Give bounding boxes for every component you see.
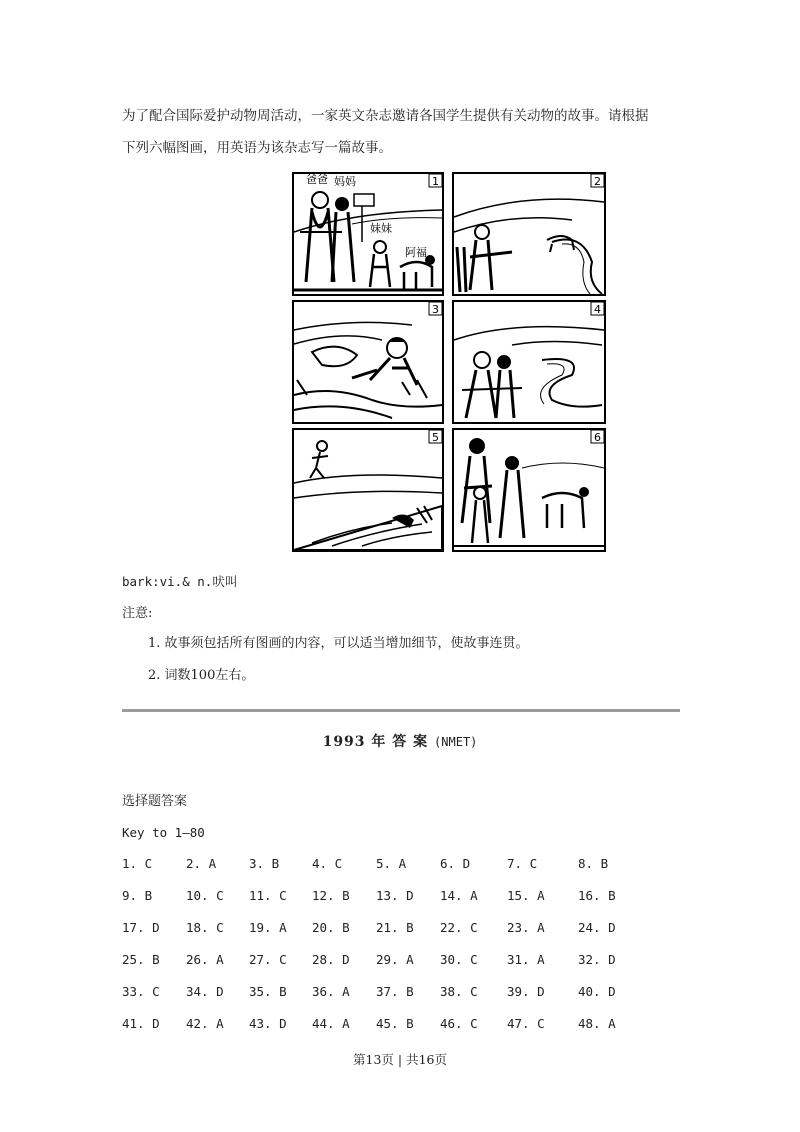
page-footer: 第13页 | 共16页 [353,1052,447,1067]
answer-cell: 5. A [376,856,407,871]
answer-cell: 26. A [186,952,224,967]
answer-cell: 32. D [578,952,616,967]
answer-cell: 25. B [122,952,160,967]
answer-cell: 14. A [440,888,478,903]
answer-cell: 23. A [507,920,545,935]
answer-cell: 21. B [376,920,414,935]
answer-grid [122,856,682,1048]
answer-cell: 30. C [440,952,478,967]
intro-line-1: 为了配合国际爱护动物周活动，一家英文杂志邀请各国学生提供有关动物的故事。请根据 [122,108,649,124]
answer-cell: 19. A [249,920,287,935]
answer-cell: 43. D [249,1016,287,1031]
answer-cell: 11. C [249,888,287,903]
answer-cell: 36. A [312,984,350,999]
answer-cell: 27. C [249,952,287,967]
vocab-meaning: 吠叫 [212,574,238,589]
answers-title-main: 1993 年 答 案 [322,734,429,750]
note-item-1: 1. 故事须包括所有图画的内容，可以适当增加细节，使故事连贯。 [148,636,529,651]
answer-cell: 47. C [507,1016,545,1031]
intro-paragraph [122,100,682,164]
panel-number: 4 [594,303,601,316]
intro-line-2: 下列六幅图画，用英语为该杂志写一篇故事。 [122,140,392,156]
comic-panel-4 [453,301,605,423]
panel-number: 3 [432,303,439,316]
answer-cell: 1. C [122,856,153,871]
answer-cell: 18. C [186,920,224,935]
answer-cell: 4. C [312,856,343,871]
answer-cell: 38. C [440,984,478,999]
answer-cell: 34. D [186,984,224,999]
panel-number: 2 [594,175,601,188]
answer-cell: 15. A [507,888,545,903]
panel-number: 5 [432,431,439,444]
answer-row [122,856,682,888]
answers-title [0,731,800,751]
answer-cell: 44. A [312,1016,350,1031]
answer-cell: 40. D [578,984,616,999]
answers-title-sub: (NMET) [434,735,478,749]
answer-cell: 12. B [312,888,350,903]
label-sister: 妹妹 [370,222,392,235]
answer-cell: 16. B [578,888,616,903]
answer-cell: 37. B [376,984,414,999]
answer-cell: 45. B [376,1016,414,1031]
answer-cell: 31. A [507,952,545,967]
answer-cell: 42. A [186,1016,224,1031]
label-dog: 阿福 [405,246,427,259]
answer-cell: 46. C [440,1016,478,1031]
answer-row [122,920,682,952]
answer-cell: 6. D [440,856,471,871]
answer-row [122,888,682,920]
answer-cell: 28. D [312,952,350,967]
answer-cell: 3. B [249,856,280,871]
answer-cell: 20. B [312,920,350,935]
answer-cell: 13. D [376,888,414,903]
comic-strip-illustration [292,172,610,552]
answer-cell: 17. D [122,920,160,935]
answer-cell: 48. A [578,1016,616,1031]
panel-number: 6 [594,431,601,444]
key-label: Key to 1—80 [122,825,205,840]
answer-cell: 8. B [578,856,609,871]
panel-number: 1 [432,175,439,188]
comic-panel-1 [293,173,443,295]
answer-cell: 22. C [440,920,478,935]
section-divider [122,709,680,712]
answer-row [122,984,682,1016]
notes-heading: 注意: [122,606,153,621]
answer-cell: 41. D [122,1016,160,1031]
comic-panel-2 [453,173,605,295]
answer-cell: 29. A [376,952,414,967]
answer-cell: 2. A [186,856,217,871]
comic-panel-6 [453,429,605,551]
answer-cell: 7. C [507,856,538,871]
comic-panel-3 [293,301,443,423]
vocab-note [122,572,237,592]
answer-cell: 24. D [578,920,616,935]
section-label: 选择题答案 [122,794,188,809]
comic-panel-5 [293,429,443,551]
answer-row [122,1016,682,1048]
answer-cell: 39. D [507,984,545,999]
answer-cell: 35. B [249,984,287,999]
label-mother: 妈妈 [334,175,356,188]
answer-cell: 10. C [186,888,224,903]
answer-cell: 33. C [122,984,160,999]
vocab-word: bark:vi.& n. [122,574,213,589]
answer-cell: 9. B [122,888,153,903]
answer-row [122,952,682,984]
label-father: 爸爸 [306,173,328,186]
note-item-2: 2. 词数100左右。 [148,668,255,683]
